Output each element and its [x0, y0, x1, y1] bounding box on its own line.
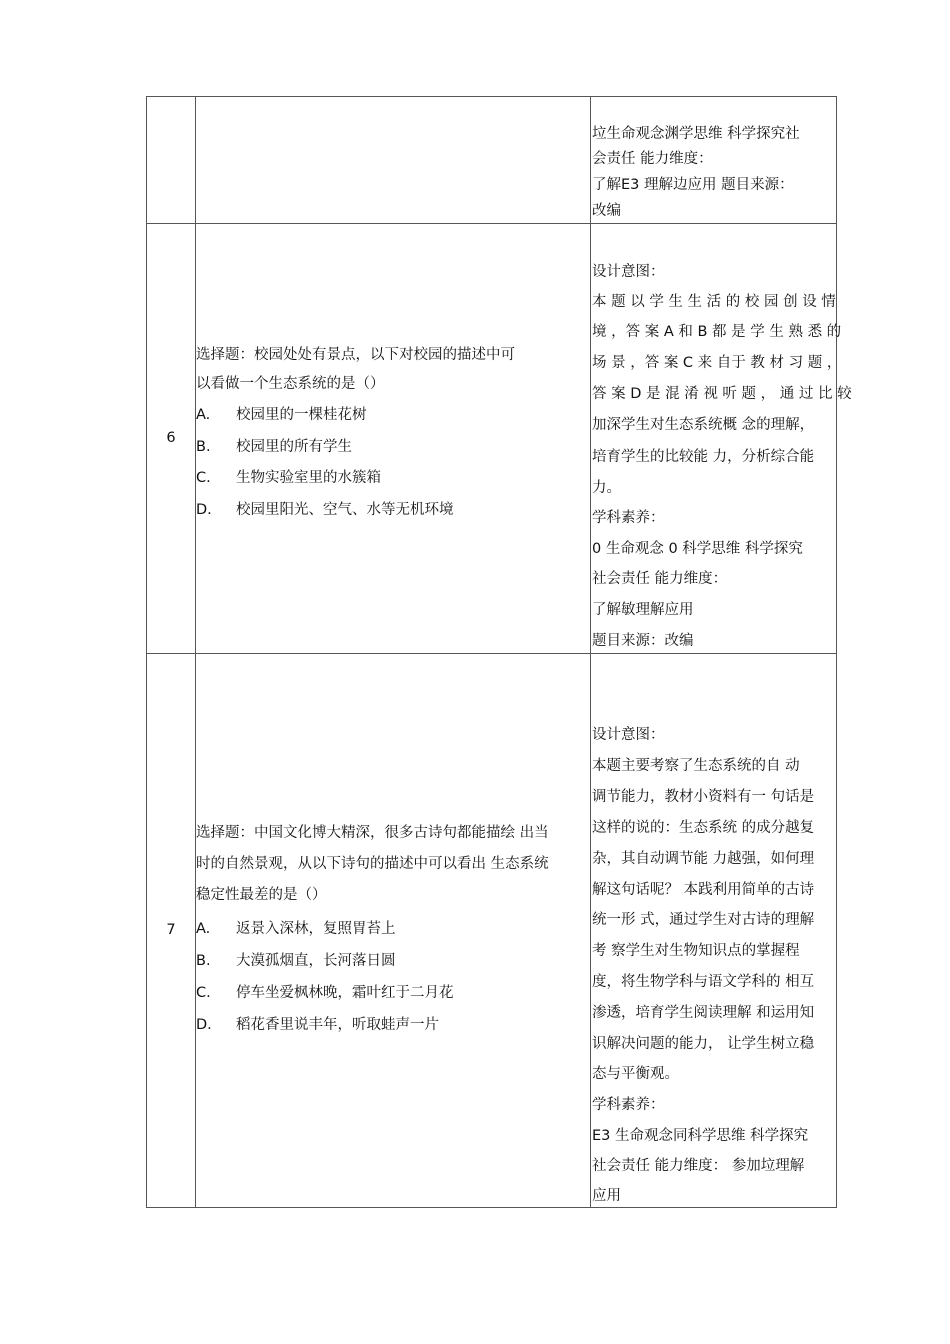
notes-line: 统一形 式，通过学生对古诗的理解: [592, 912, 815, 928]
row-divider: [146, 223, 837, 224]
option-letter: A.: [196, 921, 211, 937]
notes-line: 设计意图：: [592, 264, 665, 280]
notes-line: 杂，其自动调节能 力越强，如何理: [592, 851, 815, 867]
notes-line: 态与平衡观。: [592, 1066, 679, 1082]
column-divider: [590, 96, 591, 1208]
option-b: [196, 437, 352, 457]
question-number: 7: [166, 922, 176, 938]
notes-line: 学科素养：: [592, 1097, 665, 1113]
option-text: 校园里阳光、空气、水等无机环境: [236, 502, 454, 518]
notes-line: 垃生命观念渊学思维 科学探究社: [592, 126, 800, 142]
notes-line: 识解决问题的能力， 让学生树立稳: [592, 1036, 815, 1052]
option-text: 大漠孤烟直，长河落日圆: [236, 953, 396, 969]
option-b: [196, 951, 396, 971]
notes-line: 培育学生的比较能 力，分析综合能: [592, 449, 815, 465]
notes-line: 加深学生对生态系统概 念的理解，: [592, 417, 815, 433]
question-stem: 以看做一个生态系统的是（）: [196, 376, 385, 392]
notes-line: E3 生命观念同科学思维 科学探究: [592, 1128, 809, 1144]
question-stem: 选择题：校园处处有景点，以下对校园的描述中可: [196, 347, 515, 363]
notes-line: 应用: [592, 1188, 621, 1204]
option-text: 生物实验室里的水簇箱: [236, 470, 381, 486]
notes-line: 渗透，培育学生阅读理解 和运用知: [592, 1005, 815, 1021]
notes-line: 解这句话呢？ 本践利用简单的古诗: [592, 882, 815, 898]
notes-line: 这样的说的：生态系统 的成分越复: [592, 820, 815, 836]
option-text: 校园里的一棵桂花树: [236, 407, 367, 423]
question-stem: 选择题：中国文化博大精深，很多古诗句都能描绘 出当: [196, 825, 549, 841]
option-letter: C.: [196, 985, 211, 1001]
option-letter: C.: [196, 470, 211, 486]
option-letter: B.: [196, 953, 211, 969]
option-letter: D.: [196, 1017, 212, 1033]
table-border-left: [146, 96, 147, 1208]
question-number: 6: [166, 430, 176, 446]
notes-line: 考 察学生对生物知识点的掌握程: [592, 943, 800, 959]
notes-line: 设计意图：: [592, 727, 665, 743]
notes-line: 会责任 能力维度：: [592, 151, 713, 167]
notes-line: 题目来源：改编: [592, 633, 694, 649]
notes-line: 境 ，答 案 A 和 B 都 是 学 生 熟 悉 的: [592, 324, 842, 340]
notes-line: 本 题 以 学 生 生 活 的 校 园 创 设 情: [592, 294, 836, 310]
column-divider: [195, 96, 196, 1208]
notes-line: 调节能力，教材小资料有一 句话是: [592, 789, 815, 805]
notes-line: 答 案 D 是 混 淆 视 听 题 ， 通 过 比 较: [592, 386, 852, 402]
option-text: 返景入深林，复照胃苔上: [236, 921, 396, 937]
option-c: [196, 468, 381, 488]
option-c: [196, 983, 454, 1003]
option-d: [196, 1015, 439, 1035]
notes-line: 力。: [592, 480, 621, 496]
notes-line: 场 景 ，答 案 C 来 自于 教 材 习 题 ，: [592, 355, 842, 371]
option-a: [196, 919, 396, 939]
table-border-right: [836, 96, 837, 1208]
notes-line: 本题主要考察了生态系统的自 动: [592, 758, 800, 774]
option-text: 停车坐爱枫林晚，霜叶红于二月花: [236, 985, 454, 1001]
table-border-top: [146, 96, 837, 97]
option-letter: A.: [196, 407, 211, 423]
notes-line: 0 生命观念 0 科学思维 科学探究: [592, 541, 803, 557]
question-stem: 时的自然景观，从以下诗句的描述中可以看出 生态系统: [196, 856, 549, 872]
notes-line: 社会责任 能力维度： 参加垃理解: [592, 1158, 805, 1174]
notes-line: 学科素养：: [592, 510, 665, 526]
option-d: [196, 500, 454, 520]
notes-line: 改编: [592, 203, 621, 219]
table-border-bottom: [146, 1207, 837, 1208]
option-a: [196, 405, 367, 425]
question-stem: 稳定性最差的是（）: [196, 887, 327, 903]
option-letter: B.: [196, 439, 211, 455]
notes-line: 了解敏理解应用: [592, 602, 694, 618]
option-text: 校园里的所有学生: [236, 439, 352, 455]
notes-line: 了解E3 理解边应用 题目来源：: [592, 177, 794, 193]
option-letter: D.: [196, 502, 212, 518]
option-text: 稻花香里说丰年，听取蛙声一片: [236, 1017, 439, 1033]
row-divider: [146, 653, 837, 654]
notes-line: 度，将生物学科与语文学科的 相互: [592, 974, 815, 990]
notes-line: 社会责任 能力维度：: [592, 571, 728, 587]
